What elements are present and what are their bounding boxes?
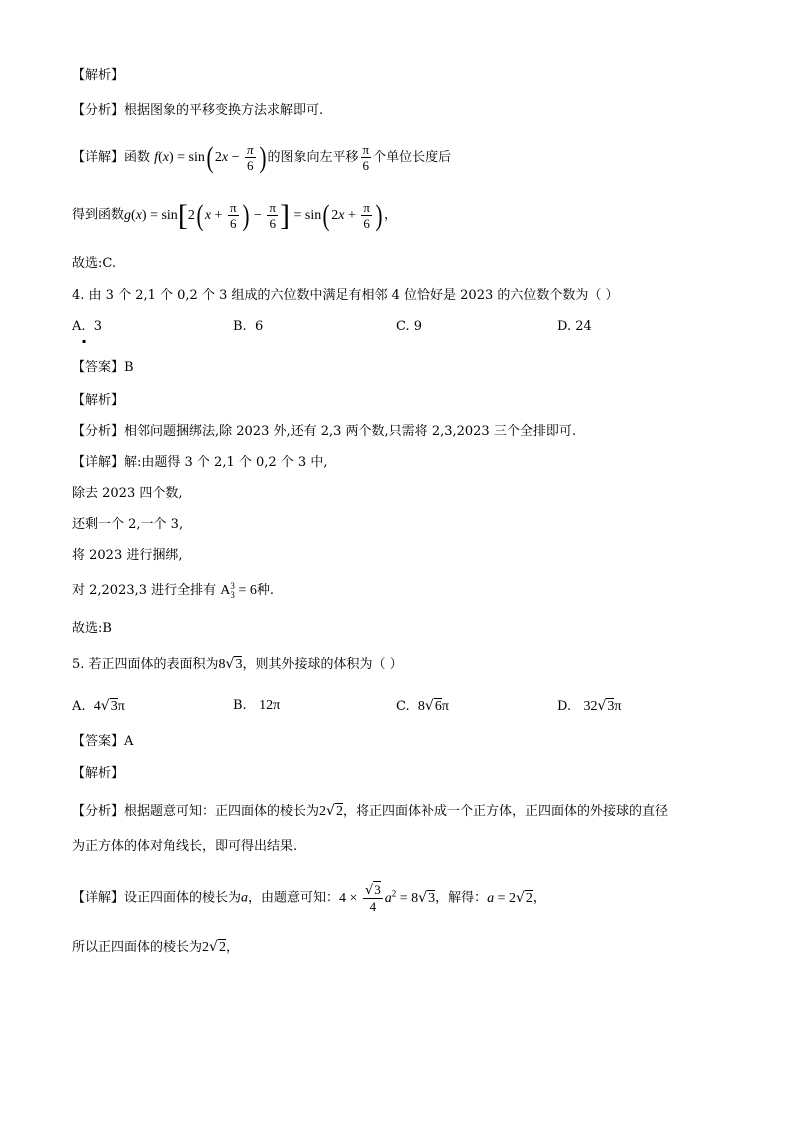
q5-option-b: B. 12π xyxy=(233,698,281,713)
step2-q4: 还剩一个 2,一个 3, xyxy=(72,517,184,532)
q4-option-d: D. 24 xyxy=(557,319,592,334)
xiangjie-q4: 【详解】解:由题得 3 个 2,1 个 0,2 个 3 中, xyxy=(72,455,328,470)
q5-option-d: D. 32√3π xyxy=(557,698,622,714)
stray-dot: ▪ xyxy=(82,338,87,345)
q4-option-c: C. 9 xyxy=(396,319,423,334)
conclusion-q5: 所以正四面体的棱长为2√2， xyxy=(72,939,239,955)
xiangjie-mid: 的图象向左平移 xyxy=(267,150,359,165)
xiangjie-pre: 函数 xyxy=(124,150,151,165)
answer-q3: 故选:C. xyxy=(72,256,116,271)
area-equation: 4 × $\frac{√3}{4}$ $a^2 = 8√3$ xyxy=(339,882,436,915)
question-4-stem: 4. 由 3 个 2,1 个 0,2 个 3 组成的六位数中满足有相邻 4 位恰好是 2023 的六位数个数为（ ） xyxy=(72,288,619,303)
xiangjie-post: 个单位长度后 xyxy=(373,150,452,165)
arrangement-formula: A 3 3 = 6 xyxy=(220,581,257,600)
answer-q4: 故选:B xyxy=(72,621,112,636)
fenxi-q3 xyxy=(72,102,323,120)
step4-q4: 对 2,2023,3 进行全排有 A 3 3 = 6种. xyxy=(72,581,274,600)
fenxi-tag: 【分析】 xyxy=(72,103,125,118)
question-5-stem: 5. 若正四面体的表面积为8√3，则其外接球的体积为（ ） xyxy=(72,656,403,672)
jiexi-heading-q4: 【解析】 xyxy=(72,393,125,408)
q5-option-a: A. 4√3π xyxy=(72,698,125,714)
jiexi-heading-q5: 【解析】 xyxy=(72,766,125,781)
result-pre: 得到函数 xyxy=(72,207,125,223)
result-q3 xyxy=(72,200,397,231)
fenxi-q4: 【分析】相邻问题捆绑法,除 2023 外,还有 2,3 两个数,只需将 2,3,2023 三个全排即可. xyxy=(72,424,576,439)
fenxi-q5: 【分析】根据题意可知：正四面体的棱长为2√2，将正四面体补成一个正方体，正四面体的外接球的直径 xyxy=(72,803,668,819)
step3-q4: 将 2023 进行捆绑, xyxy=(72,548,183,563)
solution-a: a = 2√2 xyxy=(487,889,533,906)
daan-q5: 【答案】A xyxy=(72,734,134,749)
step1-q4: 除去 2023 四个数, xyxy=(72,486,183,501)
xiangjie-q3 xyxy=(72,142,451,173)
result-post: ， xyxy=(383,207,397,223)
xiangjie-q5: 【详解】设正四面体的棱长为a，由题意可知：4 × $\frac{√3}{4}$ $a^2 = 8√3$，解得：a = 2√2， xyxy=(72,882,546,915)
jiexi-heading-q3: 【解析】 xyxy=(72,68,125,83)
formula-f: f(x) = sin( 2x − $\frac{\pi}{6}$ ) xyxy=(154,140,266,174)
formula-g: g(x) = sin[2( x + $\frac{\pi}{6}$ ) − $\frac{\pi}{6}$ ] = sin( 2x + $\frac{\pi}{6}$ ) xyxy=(124,198,383,232)
shift-fraction: $\frac{\pi}{6}$ xyxy=(362,142,370,173)
q4-option-a: A. 3 xyxy=(72,319,103,334)
xiangjie-tag: 【详解】 xyxy=(72,150,125,165)
daan-q4: 【答案】B xyxy=(72,360,134,375)
edge-length-final: 2√2 xyxy=(202,939,226,955)
q4-option-b: B. 6 xyxy=(233,319,264,334)
fenxi-text: 根据图象的平移变换方法求解即可. xyxy=(124,103,324,118)
surface-area-value: 8√3 xyxy=(218,656,243,672)
q5-option-c: C. 8√6π xyxy=(396,698,449,714)
fenxi-q5-line2: 为正方体的体对角线长，即可得出结果. xyxy=(72,839,298,854)
edge-length: 2√2 xyxy=(319,803,343,819)
